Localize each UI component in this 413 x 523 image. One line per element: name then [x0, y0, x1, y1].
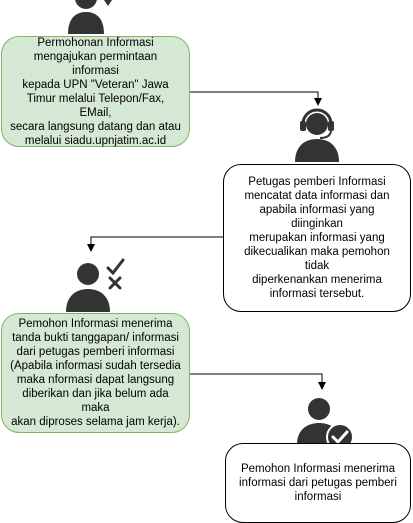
step-3-box — [1, 313, 190, 433]
user-check-cross-icon — [63, 254, 129, 312]
step-2-box — [223, 164, 411, 312]
user-approved-icon — [294, 392, 356, 450]
step-3-text: Pemohon Informasi menerima tanda bukti tanggapan/ informasi dari petugas pemberi informasi (Apabila informasi sudah tersedia maka nformasi dapat langsung diberikan dan jika belum ada maka akan diproses selama jam kerja). — [10, 318, 181, 428]
step-2-text: Petugas pemberi Informasi mencatat data informasi dan apabila informasi yang diinginkan merupakan informasi yang dikecualikan maka pemohon tidak diperkenankan menerima informasi tersebut. — [244, 176, 390, 300]
headset-operator-icon — [292, 104, 342, 162]
connector-step1-to-step2 — [190, 92, 318, 104]
step-4-text: Pemohon Informasi menerima informasi dari petugas pemberi informasi — [239, 463, 397, 503]
connector-step2-to-step3 — [91, 237, 223, 250]
step-1-box — [1, 36, 190, 147]
step-4-box — [225, 443, 411, 523]
user-chat-icon — [64, 0, 116, 36]
connector-step3-to-step4 — [190, 374, 322, 388]
step-1-text: Permohonan Informasi mengajukan permintaan informasi kepada UPN "Veteran" Jawa Timur melalui Telepon/Fax, EMail, secara langsung datang dan atau melalui siadu.upnjatim.ac.id — [10, 36, 181, 147]
